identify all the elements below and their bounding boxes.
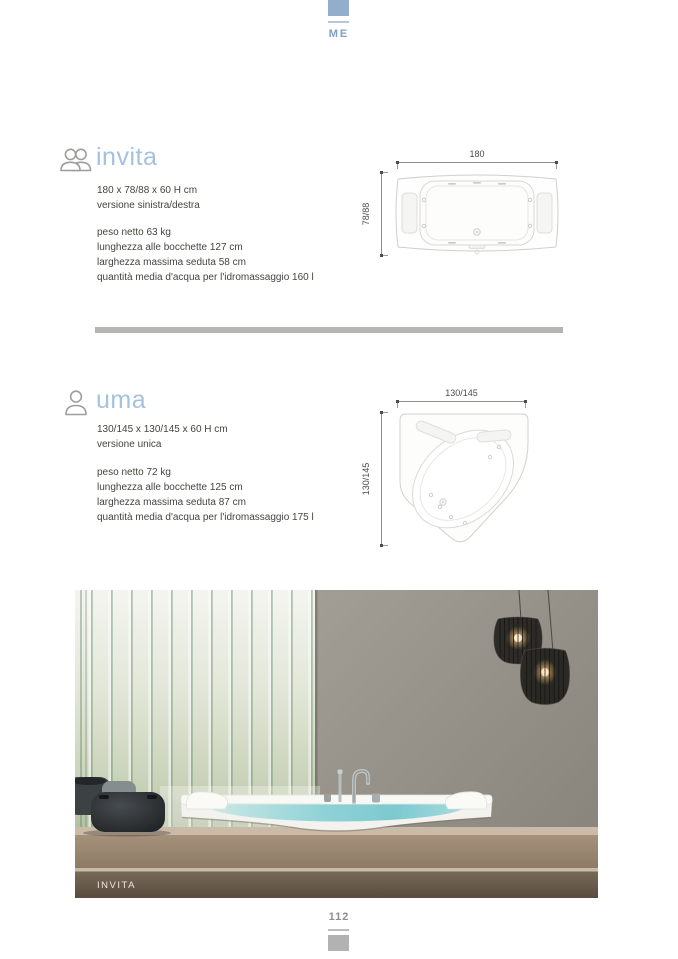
spec-water-volume: quantità media d'acqua per l'idromassaggio 160 l xyxy=(97,272,314,283)
two-person-icon xyxy=(58,147,94,172)
one-person-icon xyxy=(64,389,88,416)
uma-depth-dim-label: 130/145 xyxy=(361,462,371,496)
version-line: versione sinistra/destra xyxy=(97,199,200,211)
dim-extension xyxy=(383,545,388,546)
size-line: 130/145 x 130/145 x 60 H cm xyxy=(97,424,228,435)
footer-square xyxy=(328,935,349,951)
product-invita-sizes xyxy=(97,184,200,213)
spec-jet-length: lunghezza alle bocchette 125 cm xyxy=(97,482,243,493)
product-title-invita: invita xyxy=(96,143,158,171)
collection-code: ME xyxy=(328,28,350,40)
spec-seat-width: larghezza massima seduta 58 cm xyxy=(97,257,246,268)
spec-seat-width: larghezza massima seduta 87 cm xyxy=(97,497,246,508)
uma-topview-diagram xyxy=(393,407,535,549)
product-invita-specs xyxy=(97,225,314,285)
section-divider xyxy=(95,327,563,333)
product-uma-specs xyxy=(97,465,314,525)
spec-jet-length: lunghezza alle bocchette 127 cm xyxy=(97,242,243,253)
invita-depth-dim-label: 78/88 xyxy=(361,202,371,226)
spec-weight: peso netto 63 kg xyxy=(97,227,171,238)
dim-extension xyxy=(383,255,388,256)
dim-extension xyxy=(383,412,388,413)
invita-depth-dim-line xyxy=(381,171,382,257)
ambient-photo-invita xyxy=(75,590,598,898)
spec-water-volume: quantità media d'acqua per l'idromassaggio 175 l xyxy=(97,512,314,523)
stone-platform xyxy=(75,827,598,898)
collection-tab-square xyxy=(328,0,349,16)
invita-width-dim-line xyxy=(396,162,558,163)
uma-width-dim-label: 130/145 xyxy=(445,388,478,398)
invita-width-dim-label: 180 xyxy=(469,149,485,159)
dim-extension xyxy=(383,172,388,173)
product-uma-sizes xyxy=(97,423,228,452)
size-line: 180 x 78/88 x 60 H cm xyxy=(97,185,198,196)
collection-tab-rule xyxy=(328,21,349,23)
product-title-uma: uma xyxy=(96,386,147,414)
invita-topview-diagram xyxy=(393,166,561,260)
page-number: 112 xyxy=(328,911,350,923)
spec-weight: peso netto 72 kg xyxy=(97,467,171,478)
footer-rule xyxy=(328,929,349,931)
uma-depth-dim-line xyxy=(381,411,382,547)
photo-caption: INVITA xyxy=(97,880,136,891)
uma-width-dim-line xyxy=(396,401,527,402)
version-line: versione unica xyxy=(97,438,162,450)
